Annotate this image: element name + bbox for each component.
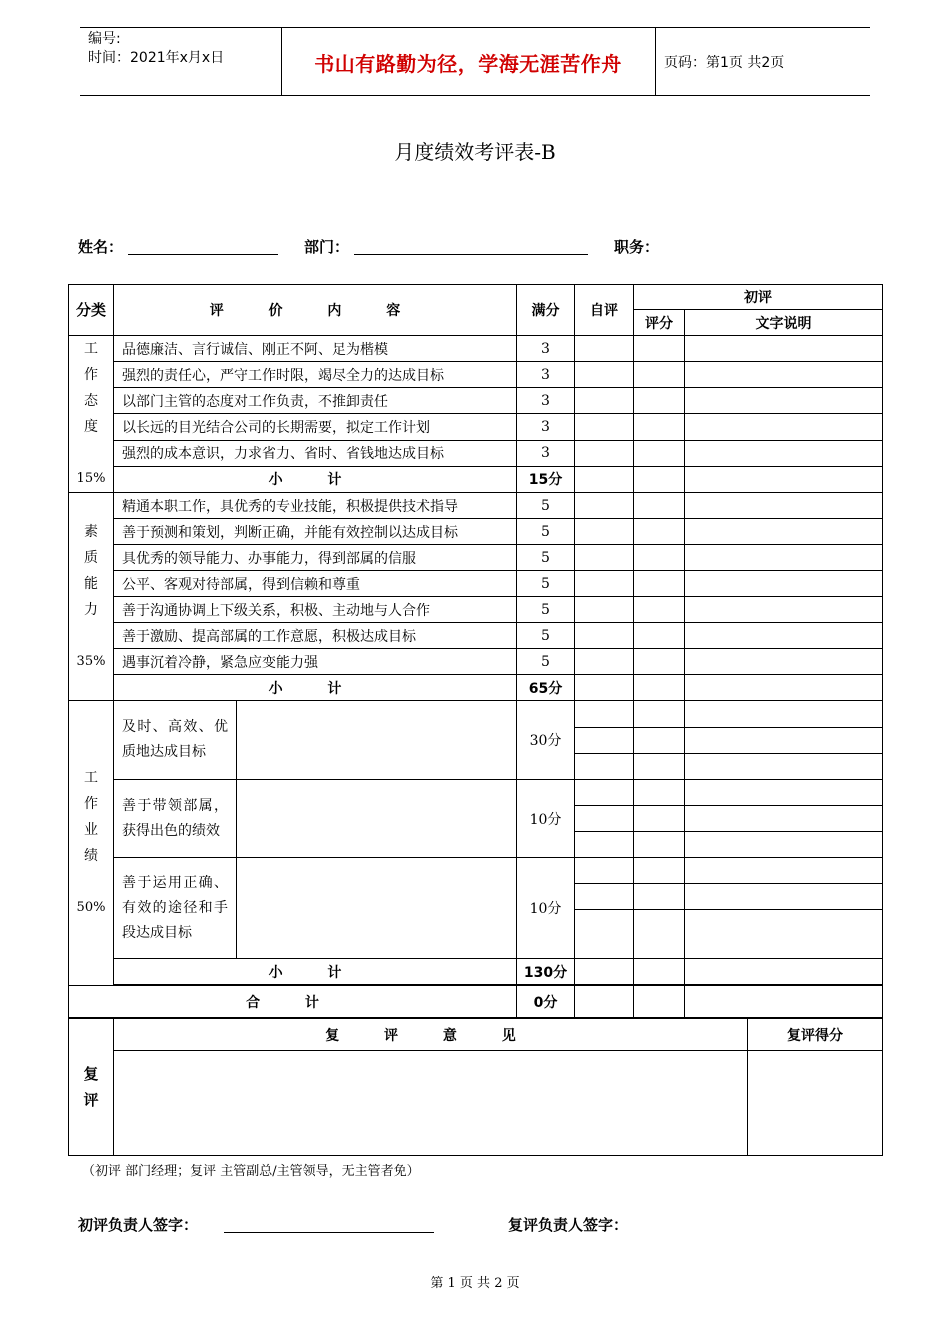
attitude-item-score: 3	[517, 388, 575, 414]
remarks-cell[interactable]	[685, 362, 883, 388]
first-score-cell[interactable]	[634, 414, 685, 440]
document-date: 时间：2021年x月x日	[88, 50, 225, 66]
quality-subtotal-label: 小 计	[114, 675, 517, 701]
attitude-subtotal: 15分	[517, 466, 575, 492]
performance-item: 善于带领部属，获得出色的绩效	[114, 780, 237, 858]
attitude-item-score: 3	[517, 362, 575, 388]
self-eval-cell[interactable]	[575, 675, 634, 701]
document-number-label: 编号:	[88, 31, 121, 47]
attitude-item: 以长远的目光结合公司的长期需要，拟定工作计划	[114, 414, 517, 440]
remarks-cell[interactable]	[685, 728, 883, 754]
self-eval-cell[interactable]	[575, 336, 634, 362]
remarks-cell[interactable]	[685, 519, 883, 545]
first-score-cell[interactable]	[634, 858, 685, 884]
header-self-eval: 自评	[575, 285, 634, 336]
performance-item-score: 30分	[517, 701, 575, 780]
header-content: 评 价 内 容	[114, 285, 517, 336]
remarks-cell[interactable]	[685, 493, 883, 519]
header-page-number: 页码：第1页 共2页	[664, 55, 785, 71]
performance-item-score: 10分	[517, 780, 575, 858]
first-score-cell[interactable]	[634, 675, 685, 701]
page-footer: 第 1 页 共 2 页	[430, 1276, 520, 1291]
department-field[interactable]	[354, 254, 588, 255]
performance-detail-cell[interactable]	[237, 780, 517, 858]
performance-detail-cell[interactable]	[237, 701, 517, 780]
header-first-eval: 初评	[634, 285, 883, 310]
quality-item-score: 5	[517, 519, 575, 545]
review-score-header: 复评得分	[748, 1019, 883, 1051]
attitude-item-score: 3	[517, 440, 575, 466]
review-score-field[interactable]	[748, 1051, 883, 1156]
header-score: 评分	[634, 310, 685, 336]
self-eval-cell[interactable]	[575, 780, 634, 806]
first-score-cell[interactable]	[634, 571, 685, 597]
name-field[interactable]	[128, 254, 278, 255]
review-opinion-header: 复 评 意 见	[114, 1019, 748, 1051]
first-score-cell[interactable]	[634, 806, 685, 832]
self-eval-cell[interactable]	[575, 806, 634, 832]
performance-item: 善于运用正确、有效的途径和手段达成目标	[114, 858, 237, 959]
self-eval-cell[interactable]	[575, 884, 634, 910]
remarks-cell[interactable]	[685, 832, 883, 858]
performance-item: 及时、高效、优质地达成目标	[114, 701, 237, 780]
performance-subtotal: 130分	[517, 959, 575, 985]
attitude-item-score: 3	[517, 336, 575, 362]
quality-item-score: 5	[517, 545, 575, 571]
quality-item: 善于沟通协调上下级关系，积极、主动地与人合作	[114, 597, 517, 623]
remarks-cell[interactable]	[685, 545, 883, 571]
performance-detail-cell[interactable]	[237, 858, 517, 959]
first-signature-field[interactable]	[224, 1232, 434, 1233]
performance-percent: 50%	[76, 900, 106, 915]
remarks-cell[interactable]	[685, 959, 883, 985]
name-label: 姓名：	[78, 238, 124, 256]
first-score-cell[interactable]	[634, 545, 685, 571]
header-full-score: 满分	[517, 285, 575, 336]
review-signature-label: 复评负责人签字：	[508, 1216, 629, 1234]
remarks-cell[interactable]	[685, 986, 883, 1018]
remarks-cell[interactable]	[685, 701, 883, 728]
quality-item: 具优秀的领导能力、办事能力，得到部属的信服	[114, 545, 517, 571]
remarks-cell[interactable]	[685, 754, 883, 780]
performance-subtotal-label: 小 计	[114, 959, 517, 985]
remarks-cell[interactable]	[685, 780, 883, 806]
first-score-cell[interactable]	[634, 728, 685, 754]
self-eval-cell[interactable]	[575, 728, 634, 754]
self-eval-cell[interactable]	[575, 493, 634, 519]
remarks-cell[interactable]	[685, 388, 883, 414]
remarks-cell[interactable]	[685, 649, 883, 675]
review-label: 复评	[69, 1019, 114, 1156]
quality-percent: 35%	[76, 653, 106, 669]
quality-item-score: 5	[517, 571, 575, 597]
category-attitude: 工作态度 15%	[69, 336, 114, 493]
performance-item-score: 10分	[517, 858, 575, 959]
position-label: 职务：	[614, 238, 660, 256]
first-score-cell[interactable]	[634, 519, 685, 545]
self-eval-cell[interactable]	[575, 649, 634, 675]
header-category: 分类	[69, 285, 114, 336]
header-divider	[655, 27, 656, 95]
header-meta	[88, 30, 224, 68]
review-opinion-field[interactable]	[114, 1051, 748, 1156]
first-score-cell[interactable]	[634, 959, 685, 985]
self-eval-cell[interactable]	[575, 440, 634, 466]
attitude-subtotal-label: 小 计	[114, 466, 517, 492]
total-score: 0分	[517, 986, 575, 1018]
remarks-cell[interactable]	[685, 884, 883, 910]
self-eval-cell[interactable]	[575, 986, 634, 1018]
attitude-item: 强烈的责任心，严守工作时限，竭尽全力的达成目标	[114, 362, 517, 388]
review-table	[68, 1018, 883, 1156]
remarks-cell[interactable]	[685, 910, 883, 959]
remarks-cell[interactable]	[685, 414, 883, 440]
first-score-cell[interactable]	[634, 388, 685, 414]
self-eval-cell[interactable]	[575, 571, 634, 597]
quality-subtotal: 65分	[517, 675, 575, 701]
self-eval-cell[interactable]	[575, 362, 634, 388]
page-title: 月度绩效考评表-B	[394, 140, 556, 164]
quality-item: 精通本职工作，具优秀的专业技能，积极提供技术指导	[114, 493, 517, 519]
first-score-cell[interactable]	[634, 701, 685, 728]
self-eval-cell[interactable]	[575, 519, 634, 545]
total-label: 合 计	[69, 986, 517, 1018]
first-score-cell[interactable]	[634, 362, 685, 388]
quality-item-score: 5	[517, 597, 575, 623]
quality-item-score: 5	[517, 493, 575, 519]
attitude-percent: 15%	[76, 471, 106, 486]
self-eval-cell[interactable]	[575, 910, 634, 959]
remarks-cell[interactable]	[685, 675, 883, 701]
self-eval-cell[interactable]	[575, 754, 634, 780]
first-score-cell[interactable]	[634, 649, 685, 675]
attitude-item-score: 3	[517, 414, 575, 440]
quality-item-score: 5	[517, 623, 575, 649]
quality-item: 公平、客观对待部属，得到信赖和尊重	[114, 571, 517, 597]
remarks-cell[interactable]	[685, 466, 883, 492]
first-score-cell[interactable]	[634, 832, 685, 858]
remarks-cell[interactable]	[685, 858, 883, 884]
first-score-cell[interactable]	[634, 336, 685, 362]
self-eval-cell[interactable]	[575, 858, 634, 884]
remarks-cell[interactable]	[685, 336, 883, 362]
evaluation-note: （初评 部门经理；复评 主管副总/主管领导，无主管者免）	[82, 1164, 420, 1179]
first-score-cell[interactable]	[634, 780, 685, 806]
self-eval-cell[interactable]	[575, 623, 634, 649]
attitude-item: 以部门主管的态度对工作负责，不推卸责任	[114, 388, 517, 414]
self-eval-cell[interactable]	[575, 959, 634, 985]
category-quality: 素质能力 35%	[69, 493, 114, 701]
first-score-cell[interactable]	[634, 754, 685, 780]
first-signature-label: 初评负责人签字：	[78, 1216, 199, 1234]
category-performance: 工作业绩 50%	[69, 701, 114, 986]
quality-item: 遇事沉着冷静，紧急应变能力强	[114, 649, 517, 675]
header-remarks: 文字说明	[685, 310, 883, 336]
quality-item: 善于预测和策划，判断正确，并能有效控制以达成目标	[114, 519, 517, 545]
self-eval-cell[interactable]	[575, 388, 634, 414]
first-score-cell[interactable]	[634, 884, 685, 910]
remarks-cell[interactable]	[685, 571, 883, 597]
header-top-rule	[80, 27, 870, 28]
first-score-cell[interactable]	[634, 440, 685, 466]
first-score-cell[interactable]	[634, 623, 685, 649]
self-eval-cell[interactable]	[575, 466, 634, 492]
self-eval-cell[interactable]	[575, 701, 634, 728]
self-eval-cell[interactable]	[575, 597, 634, 623]
remarks-cell[interactable]	[685, 623, 883, 649]
evaluation-table	[68, 284, 883, 1018]
attitude-item: 强烈的成本意识，力求省力、省时、省钱地达成目标	[114, 440, 517, 466]
first-score-cell[interactable]	[634, 986, 685, 1018]
self-eval-cell[interactable]	[575, 545, 634, 571]
self-eval-cell[interactable]	[575, 832, 634, 858]
quality-item-score: 5	[517, 649, 575, 675]
header-bottom-rule	[80, 95, 870, 96]
department-label: 部门：	[304, 238, 350, 256]
first-score-cell[interactable]	[634, 466, 685, 492]
first-score-cell[interactable]	[634, 597, 685, 623]
remarks-cell[interactable]	[685, 440, 883, 466]
first-score-cell[interactable]	[634, 493, 685, 519]
remarks-cell[interactable]	[685, 806, 883, 832]
header-motto: 书山有路勤为径，学海无涯苦作舟	[314, 52, 622, 76]
attitude-item: 品德廉洁、言行诚信、刚正不阿、足为楷模	[114, 336, 517, 362]
first-score-cell[interactable]	[634, 910, 685, 959]
remarks-cell[interactable]	[685, 597, 883, 623]
quality-item: 善于激励、提高部属的工作意愿，积极达成目标	[114, 623, 517, 649]
self-eval-cell[interactable]	[575, 414, 634, 440]
